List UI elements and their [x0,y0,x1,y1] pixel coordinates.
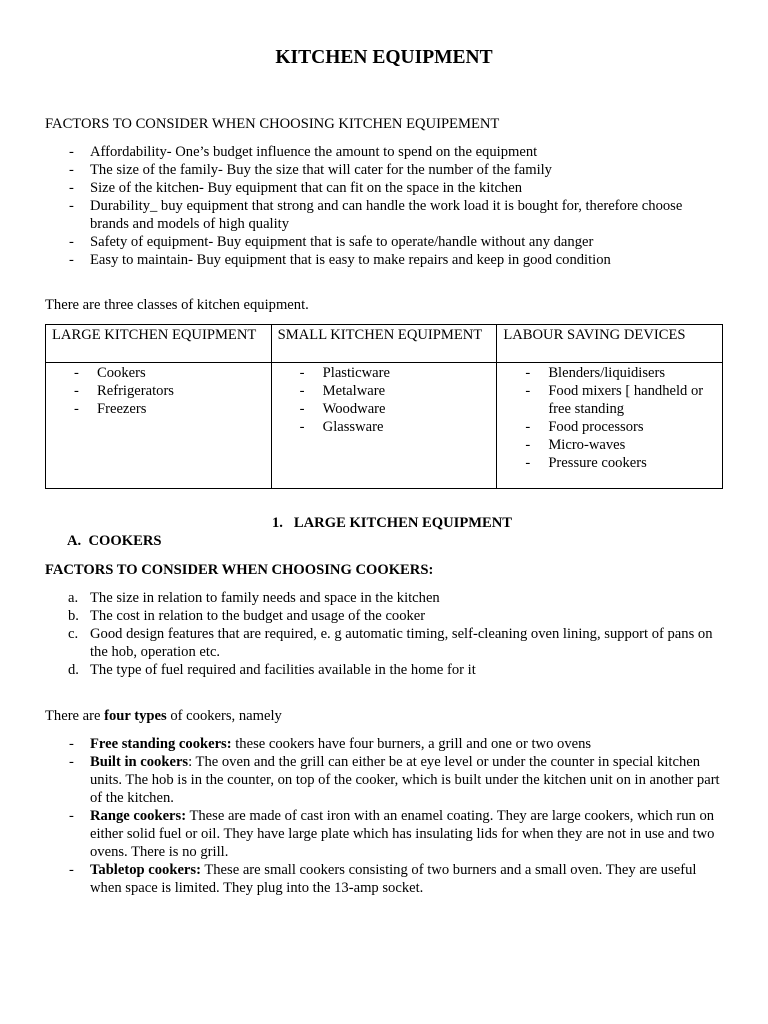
list-item [45,807,725,861]
types-intro-bold: four types [104,708,167,724]
subsection-title: COOKERS [88,533,162,549]
list-item: - Safety of equipment- Buy equipment that is safe to operate/handle without any danger [45,233,715,251]
list-item: - Metalware [278,382,491,400]
cooker-factors-heading: FACTORS TO CONSIDER WHEN CHOOSING COOKERS: [45,562,434,578]
table-cell-labour [497,363,723,489]
cooker-type-text: These are made of cast iron with an enamel coating. They are large cookers, which run on either solid fuel or oil. They have large plate which has insulating lids for when they are not in use and two ovens. There is no grill. [90,808,715,860]
list-item-text: The size in relation to family needs and space in the kitchen [90,590,440,606]
list-item: - Easy to maintain- Buy equipment that is easy to make repairs and keep in good condition [45,251,715,269]
list-marker: d. [68,662,79,678]
list-item: - Woodware [278,400,491,418]
list-item: - Plasticware [278,364,491,382]
list-marker: c. [68,626,79,642]
equipment-classes-table [45,324,723,489]
list-item: - Durability_ buy equipment that strong and can handle the work load it is bought for, therefore choose brands and models of high quality [45,197,715,233]
section-number: 1. [272,515,283,531]
list-item: - Glassware [278,418,491,436]
factors-list [45,143,715,269]
cooker-type-name: Free standing cookers: [90,736,232,752]
cooker-type-name: Built in cookers [90,754,189,770]
list-item [45,735,725,753]
list-item: - Cookers [52,364,265,382]
list-item: - Freezers [52,400,265,418]
classes-intro: There are three classes of kitchen equipment. [45,297,309,313]
list-item [45,607,725,625]
list-item-text: Good design features that are required, e. g automatic timing, self-cleaning oven lining, support of pans on the hob, operation etc. [90,626,713,660]
list-item: - Micro-waves [503,436,716,454]
subsection-marker: A. [67,533,82,549]
cooker-type-name: Tabletop cookers: [90,862,201,878]
list-item: - Food processors [503,418,716,436]
cooker-types-list [45,735,725,897]
table-cell-small [271,363,497,489]
table-header: LARGE KITCHEN EQUIPMENT [46,325,272,363]
subsection-heading [67,532,161,550]
list-item: - Size of the kitchen- Buy equipment that can fit on the space in the kitchen [45,179,715,197]
cooker-type-text: : The oven and the grill can either be at eye level or under the counter in special kitchen units. The hob is in the counter, on top of the cooker, which is built under the kitchen unit on in another part of the kitchen. [90,754,720,806]
table-header: SMALL KITCHEN EQUIPMENT [271,325,497,363]
table-header: LABOUR SAVING DEVICES [497,325,723,363]
list-item [45,861,725,897]
table-cell-large [46,363,272,489]
list-item [45,661,725,679]
section-heading [272,514,512,532]
types-intro: There are four types of cookers, namely [45,708,282,724]
page-title: KITCHEN EQUIPMENT [275,47,493,68]
list-item [45,753,725,807]
section-title: LARGE KITCHEN EQUIPMENT [293,515,513,531]
list-item-text: The cost in relation to the budget and usage of the cooker [90,608,426,624]
list-item: - Food mixers [ handheld or free standing [503,382,716,418]
cooker-type-name: Range cookers: [90,808,187,824]
cooker-type-text: these cookers have four burners, a grill and one or two ovens [231,736,592,752]
list-item-text: The type of fuel required and facilities available in the home for it [90,662,476,678]
list-item: - Affordability- One’s budget influence the amount to spend on the equipment [45,143,715,161]
cooker-factors-list [45,589,725,679]
list-item: - Blenders/liquidisers [503,364,716,382]
list-marker: b. [68,608,79,624]
list-item: - The size of the family- Buy the size that will cater for the number of the family [45,161,715,179]
list-item [45,589,725,607]
cooker-type-text: These are small cookers consisting of two burners and a small oven. They are useful when space is limited. They plug into the 13-amp socket. [90,862,697,896]
list-item: - Pressure cookers [503,454,716,472]
list-item: - Refrigerators [52,382,265,400]
list-marker: a. [68,590,79,606]
factors-heading: FACTORS TO CONSIDER WHEN CHOOSING KITCHEN EQUIPEMENT [45,116,500,132]
list-item [45,625,725,661]
